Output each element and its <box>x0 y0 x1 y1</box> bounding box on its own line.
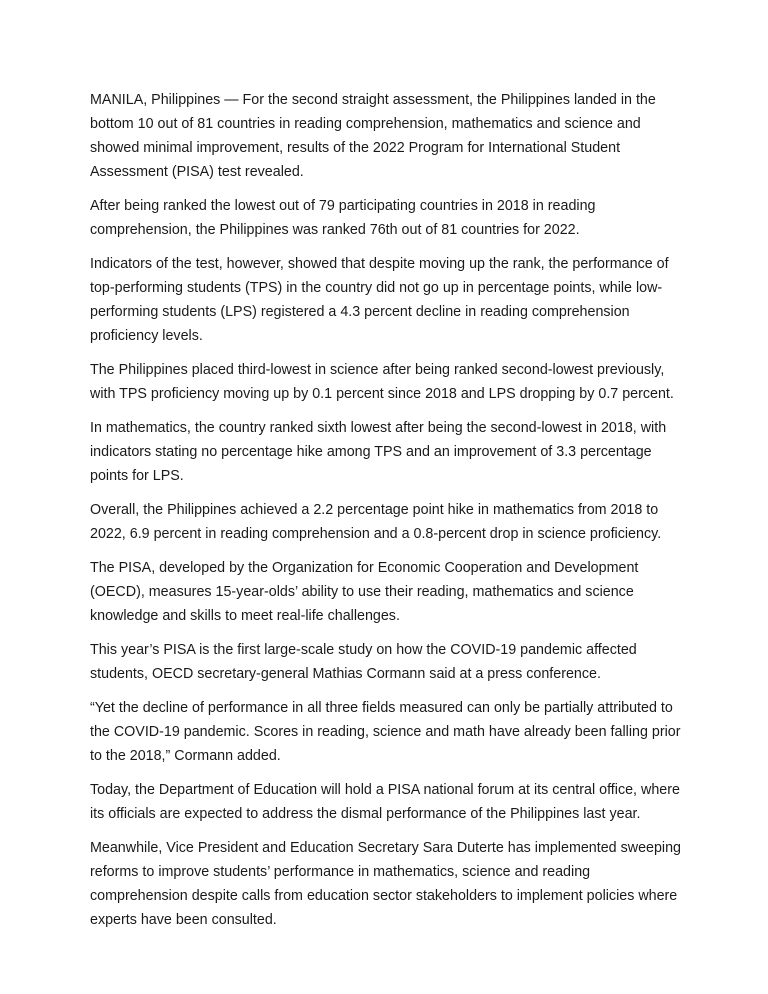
paragraph-9: “Yet the decline of performance in all three fields measured can only be partially attributed to the COVID-19 pandemic. Scores in reading, science and math have already been falling prior to the 2018,” Cormann added. <box>90 700 681 764</box>
paragraph-4: The Philippines placed third-lowest in science after being ranked second-lowest previously, with TPS proficiency moving up by 0.1 percent since 2018 and LPS dropping by 0.7 percent. <box>90 362 674 402</box>
paragraph-6: Overall, the Philippines achieved a 2.2 percentage point hike in mathematics from 2018 to 2022, 6.9 percent in reading comprehension and a 0.8-percent drop in science proficiency. <box>90 502 662 542</box>
paragraph-10: Today, the Department of Education will hold a PISA national forum at its central office, where its officials are expected to address the dismal performance of the Philippines last year. <box>90 782 680 822</box>
paragraph-7: The PISA, developed by the Organization for Economic Cooperation and Development (OECD), measures 15-year-olds’ ability to use their reading, mathematics and science knowledge and skills to meet real-life challenges. <box>90 560 639 624</box>
paragraph-1: MANILA, Philippines — For the second straight assessment, the Philippines landed in the bottom 10 out of 81 countries in reading comprehension, mathematics and science and showed minimal improvement, results of the 2022 Program for International Student Assessment (PISA) test revealed. <box>90 92 656 180</box>
paragraph-3: Indicators of the test, however, showed that despite moving up the rank, the performance of top-performing students (TPS) in the country did not go up in percentage points, while low-performing students (LPS) registered a 4.3 percent decline in reading comprehension proficiency levels. <box>90 256 669 344</box>
paragraph-11: Meanwhile, Vice President and Education Secretary Sara Duterte has implemented sweeping reforms to improve students’ performance in mathematics, science and reading comprehension despite calls from education sector stakeholders to implement policies where experts have been consulted. <box>90 840 682 928</box>
paragraph-2: After being ranked the lowest out of 79 participating countries in 2018 in reading comprehension, the Philippines was ranked 76th out of 81 countries for 2022. <box>90 198 596 238</box>
paragraph-8: This year’s PISA is the first large-scale study on how the COVID-19 pandemic affected students, OECD secretary-general Mathias Cormann said at a press conference. <box>90 642 637 682</box>
paragraph-5: In mathematics, the country ranked sixth lowest after being the second-lowest in 2018, with indicators stating no percentage hike among TPS and an improvement of 3.3 percentage points for LPS. <box>90 420 667 484</box>
document-body <box>90 88 690 942</box>
